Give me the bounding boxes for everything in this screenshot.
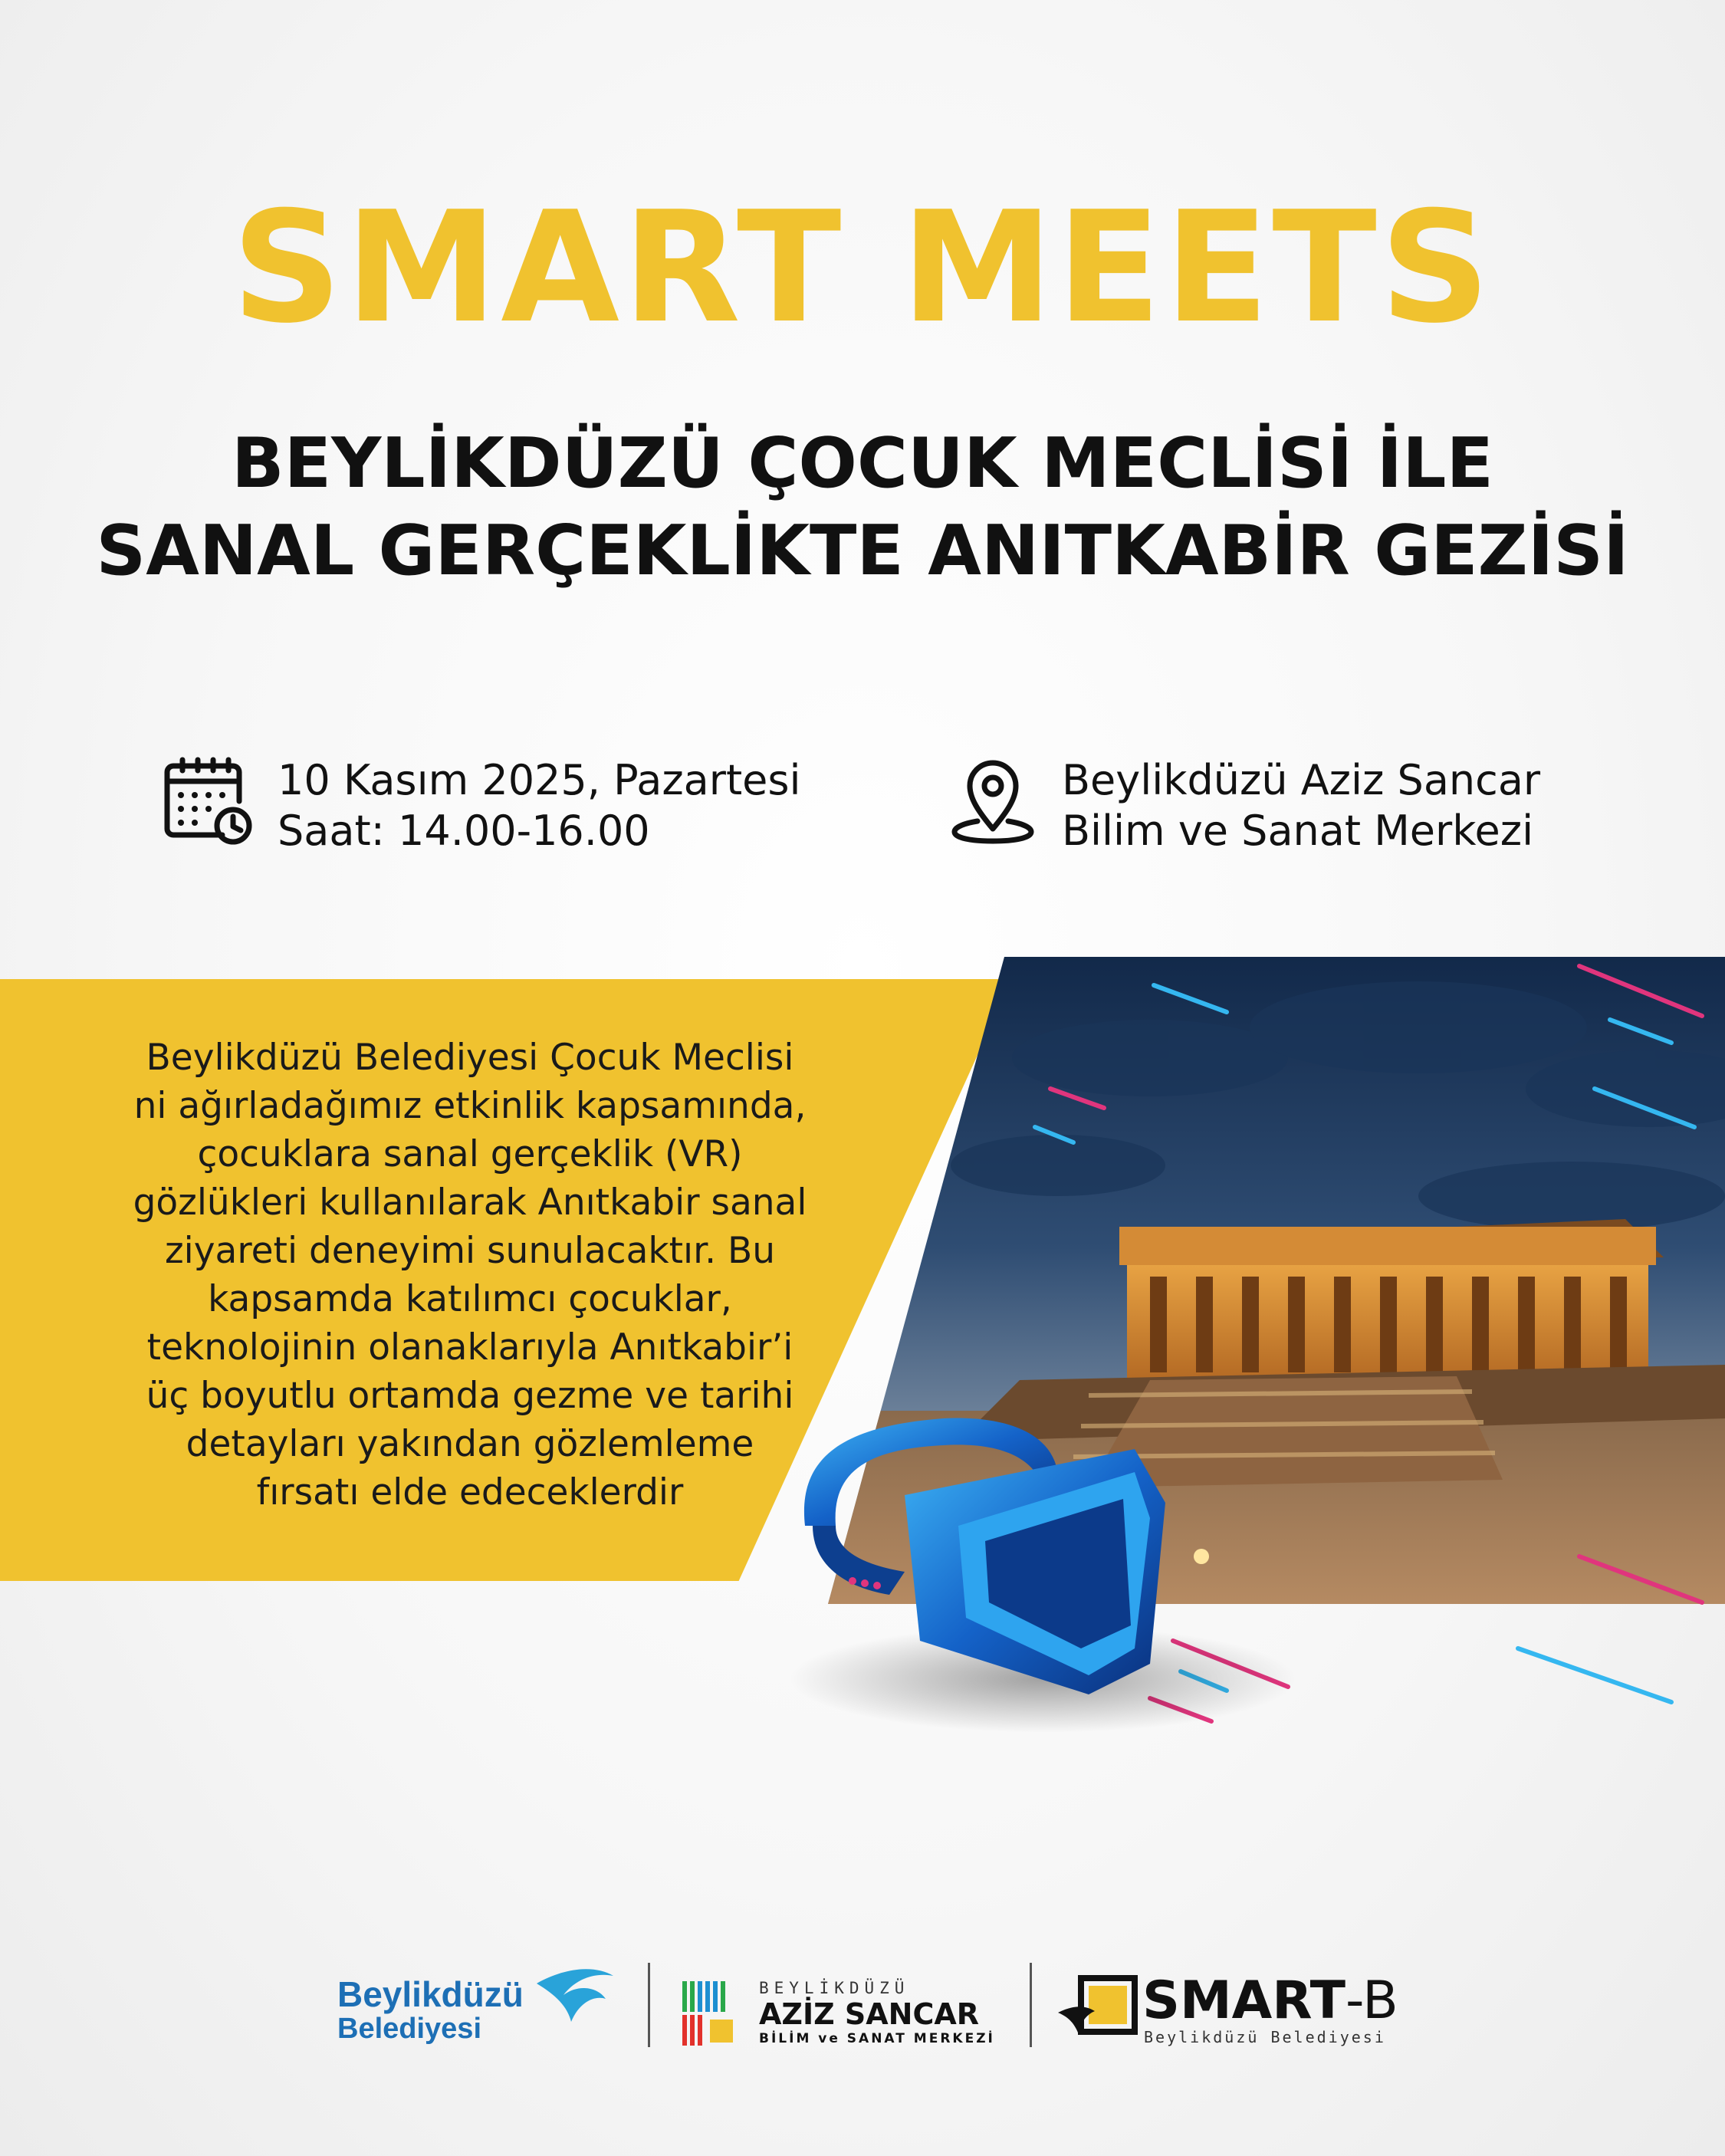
description-line: kapsamda katılımcı çocuklar, (208, 1278, 732, 1320)
beylikduzu-belediyesi-logo: Beylikdüzü Belediyesi (337, 1976, 524, 2045)
smart-b-mark (1058, 1974, 1138, 2043)
vr-headset (804, 1418, 1165, 1694)
logo-divider (1030, 1963, 1032, 2047)
sponsor-logos (0, 1947, 1725, 2055)
calendar-clock-icon (163, 755, 255, 847)
smart-b-suffix: -B (1345, 1970, 1398, 2031)
logo-divider (648, 1963, 650, 2047)
description-line: Beylikdüzü Belediyesi Çocuk Meclisi (146, 1037, 794, 1079)
smart-b-main: SMART (1142, 1970, 1346, 2031)
aziz-sancar-mark (682, 1981, 747, 2046)
event-title-line-2: SANAL GERÇEKLİKTE ANITKABİR GEZİSİ (96, 511, 1629, 591)
event-location-line-2: Bilim ve Sanat Merkezi (1062, 807, 1534, 855)
description-line: ziyareti deneyimi sunulacaktır. Bu (164, 1230, 776, 1272)
event-description (90, 1034, 849, 1517)
location-pin-icon (947, 755, 1039, 847)
event-date: 10 Kasım 2025, Pazartesi (278, 756, 801, 804)
description-line: teknolojinin olanaklarıyla Anıtkabir’i (146, 1326, 794, 1369)
date-info (163, 755, 801, 856)
description-line: ni ağırladağımız etkinlik kapsamında, (133, 1085, 807, 1127)
headline: SMART MEETS (232, 179, 1493, 357)
description-line: üç boyutlu ortamda gezme ve tarihi (146, 1375, 794, 1417)
event-location-line-1: Beylikdüzü Aziz Sancar (1062, 756, 1541, 804)
aziz-sancar-logo: BEYLİKDÜZÜ AZİZ SANCAR BİLİM ve SANAT MERKEZİ (682, 1978, 995, 2047)
location-info (947, 755, 1540, 856)
event-time: Saat: 14.00-16.00 (278, 807, 650, 855)
swallow-logo-icon (533, 1960, 617, 2037)
event-title-line-1: BEYLİKDÜZÜ ÇOCUK MECLİSİ İLE (232, 423, 1493, 504)
description-line: gözlükleri kullanılarak Anıtkabir sanal (133, 1182, 807, 1224)
description-line: detayları yakından gözlemleme (186, 1423, 754, 1465)
smart-b-logo: SMART-B Beylikdüzü Belediyesi (1058, 1974, 1398, 2046)
event-title (0, 420, 1725, 595)
description-line: fırsatı elde edeceklerdir (256, 1471, 684, 1513)
description-line: çocuklara sanal gerçeklik (VR) (197, 1133, 743, 1175)
